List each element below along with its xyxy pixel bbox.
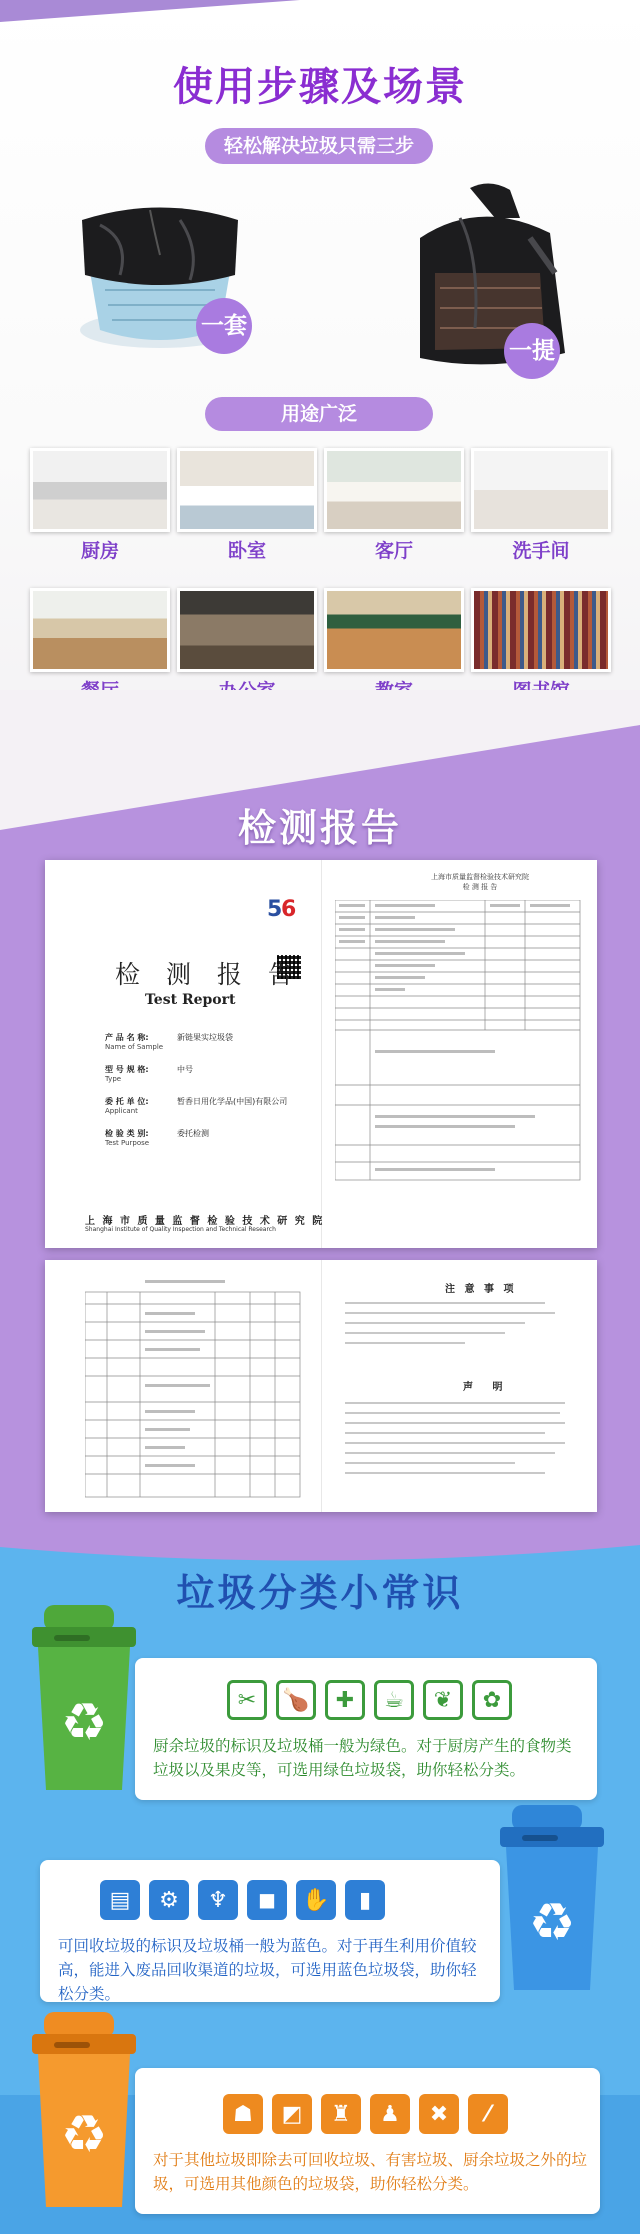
room-classroom	[324, 588, 464, 703]
bag-icon: ♜	[321, 2094, 361, 2134]
step-one	[60, 180, 310, 370]
drumstick-icon: 🍗	[276, 1680, 316, 1720]
can-icon: ⚙	[149, 1880, 189, 1920]
svg-text:♻: ♻	[528, 1893, 576, 1953]
leaf-icon: ❦	[423, 1680, 463, 1720]
other-waste-card	[135, 2068, 600, 2214]
glass-icon: ♆	[198, 1880, 238, 1920]
orange-bin-icon	[24, 2012, 144, 2212]
recyclable-waste-icons	[100, 1880, 385, 1920]
report-data-table	[335, 900, 585, 1200]
paper-icon: ▤	[100, 1880, 140, 1920]
cup-icon: ☕	[374, 1680, 414, 1720]
room-living-room	[324, 448, 464, 563]
declaration-title: 声 明	[463, 1382, 511, 1393]
room-office	[177, 588, 317, 703]
report-page-header: 上海市质量监督检验技术研究院	[431, 873, 529, 881]
field-sample-name: 产 品 名 称: 新链果实垃圾袋 Name of Sample	[105, 1033, 233, 1051]
usage-title: 使用步骤及场景	[173, 64, 467, 110]
plastic-bottle-icon: ▮	[345, 1880, 385, 1920]
report-results-table	[85, 1274, 305, 1504]
cloth-icon: ✋	[296, 1880, 336, 1920]
bottle-icon: ◼	[247, 1880, 287, 1920]
dining-room-photo	[30, 588, 170, 672]
scenes-title: 用途广泛	[205, 397, 433, 431]
bedroom-photo	[177, 448, 317, 532]
fish-bone-icon: ✂	[227, 1680, 267, 1720]
room-library	[471, 588, 611, 703]
svg-text:♻: ♻	[60, 2105, 108, 2165]
room-kitchen	[30, 448, 170, 563]
box-icon: ◩	[272, 2094, 312, 2134]
field-applicant: 委 托 单 位: 暂香日用化学品(中国)有限公司 Applicant	[105, 1097, 288, 1115]
other-waste-text: 对于其他垃圾即除去可回收垃圾、有害垃圾、厨余垃圾之外的垃圾，可选用其他颜色的垃圾袋，助你轻松分类。	[153, 2151, 588, 2193]
report-cover-title: 检 测 报 告	[115, 960, 302, 989]
corner-decoration	[0, 0, 300, 22]
kitchen-waste-icons	[227, 1680, 512, 1720]
report-notes-document	[45, 1260, 597, 1512]
kitchen-photo	[30, 448, 170, 532]
step-one-badge: 一套	[196, 298, 252, 354]
library-photo	[471, 588, 611, 672]
page-fold	[321, 860, 322, 1248]
sorting-title: 垃圾分类小常识	[176, 1571, 464, 1615]
institute-name: 上 海 市 质 量 监 督 检 验 技 术 研 究 院	[85, 1216, 325, 1227]
svg-text:5: 5	[267, 897, 283, 922]
report-page-subheader: 检 测 报 告	[462, 883, 498, 891]
shirt-icon: ♟	[370, 2094, 410, 2134]
usage-subtitle: 轻松解决垃圾只需三步	[205, 128, 433, 164]
green-bin-icon	[24, 1605, 144, 1795]
bone-icon: ✚	[325, 1680, 365, 1720]
room-label: 客厅	[374, 540, 413, 562]
svg-text:6: 6	[281, 897, 297, 922]
report-cover-subtitle: Test Report	[145, 992, 236, 1008]
step-two	[400, 178, 600, 378]
page-fold	[321, 1260, 322, 1512]
living-room-photo	[324, 448, 464, 532]
room-label: 洗手间	[512, 540, 570, 562]
room-bathroom	[471, 448, 611, 563]
peel-icon: ✿	[472, 1680, 512, 1720]
office-photo	[177, 588, 317, 672]
bandage-icon: ✖	[419, 2094, 459, 2134]
room-label: 卧室	[227, 540, 266, 562]
bag-lifted-illustration	[400, 178, 600, 378]
field-test-purpose: 检 验 类 别: 委托检测 Test Purpose	[105, 1129, 209, 1147]
room-label: 厨房	[80, 540, 119, 562]
field-type: 型 号 规 格: 中号 Type	[105, 1065, 193, 1083]
cigarette-icon: ⁄	[468, 2094, 508, 2134]
notice-title: 注 意 事 项	[445, 1284, 517, 1295]
blue-bin-icon	[492, 1805, 612, 1995]
step-two-badge: 一提	[504, 323, 560, 379]
report-title: 检测报告	[237, 806, 402, 850]
other-waste-icons	[223, 2094, 508, 2134]
recyclable-waste-text: 可回收垃圾的标识及垃圾桶一般为蓝色。对于再生利用价值较高，能进入废品回收渠道的垃圾，可选用蓝色垃圾袋，助你轻松分类。	[58, 1937, 477, 2003]
classroom-photo	[324, 588, 464, 672]
kitchen-waste-text: 厨余垃圾的标识及垃圾桶一般为绿色。对于厨房产生的食物类垃圾以及果皮等，可选用绿色垃圾袋，助你轻松分类。	[153, 1737, 572, 1779]
inspection-logo-icon	[265, 892, 305, 922]
bathroom-photo	[471, 448, 611, 532]
tissue-icon: ☗	[223, 2094, 263, 2134]
recyclable-waste-card	[40, 1860, 500, 2002]
svg-text:♻: ♻	[60, 1693, 108, 1753]
institute-name-en: Shanghai Institute of Quality Inspection and Technical Research	[85, 1226, 276, 1233]
kitchen-waste-card	[135, 1658, 597, 1800]
report-cover-document	[45, 860, 597, 1248]
room-bedroom	[177, 448, 317, 563]
bag-on-bin-illustration	[60, 180, 310, 370]
room-dining-room	[30, 588, 170, 703]
